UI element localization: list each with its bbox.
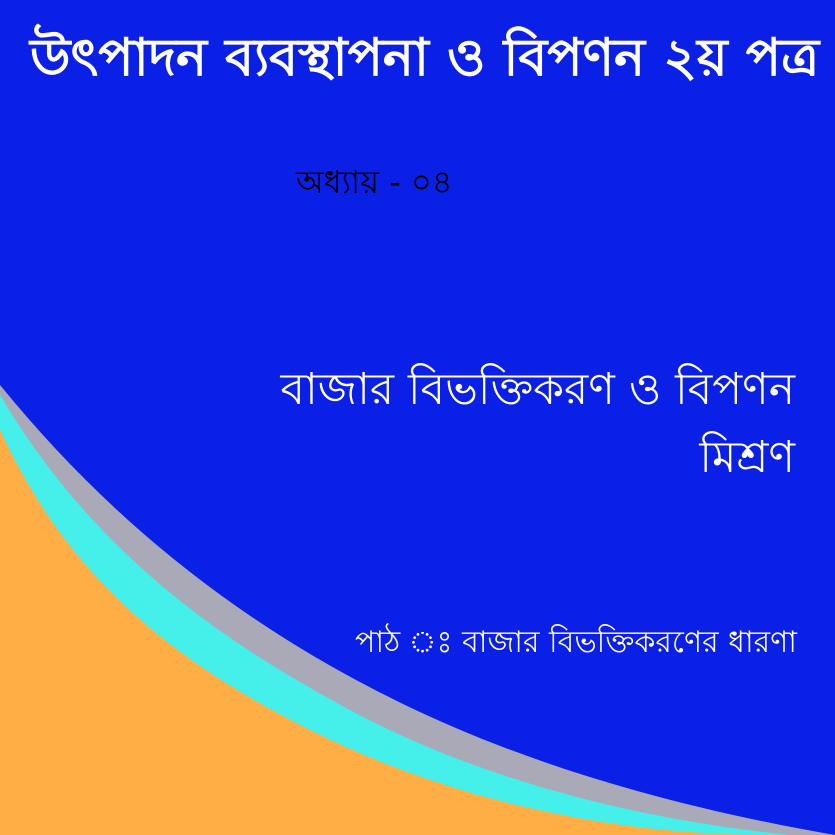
topic-line-1: বাজার বিভক্তিকরণ ও বিপণন (280, 364, 795, 415)
lesson-label: পাঠ ঃ বাজার বিভক্তিকরণের ধারণা (355, 625, 797, 660)
topic-line-2: মিশ্রণ (699, 432, 795, 483)
chapter-label: অধ্যায় - ০৪ (296, 163, 453, 201)
page-title: উৎপাদন ব্যবস্থাপনা ও বিপণন ২য় পত্র (30, 28, 820, 88)
